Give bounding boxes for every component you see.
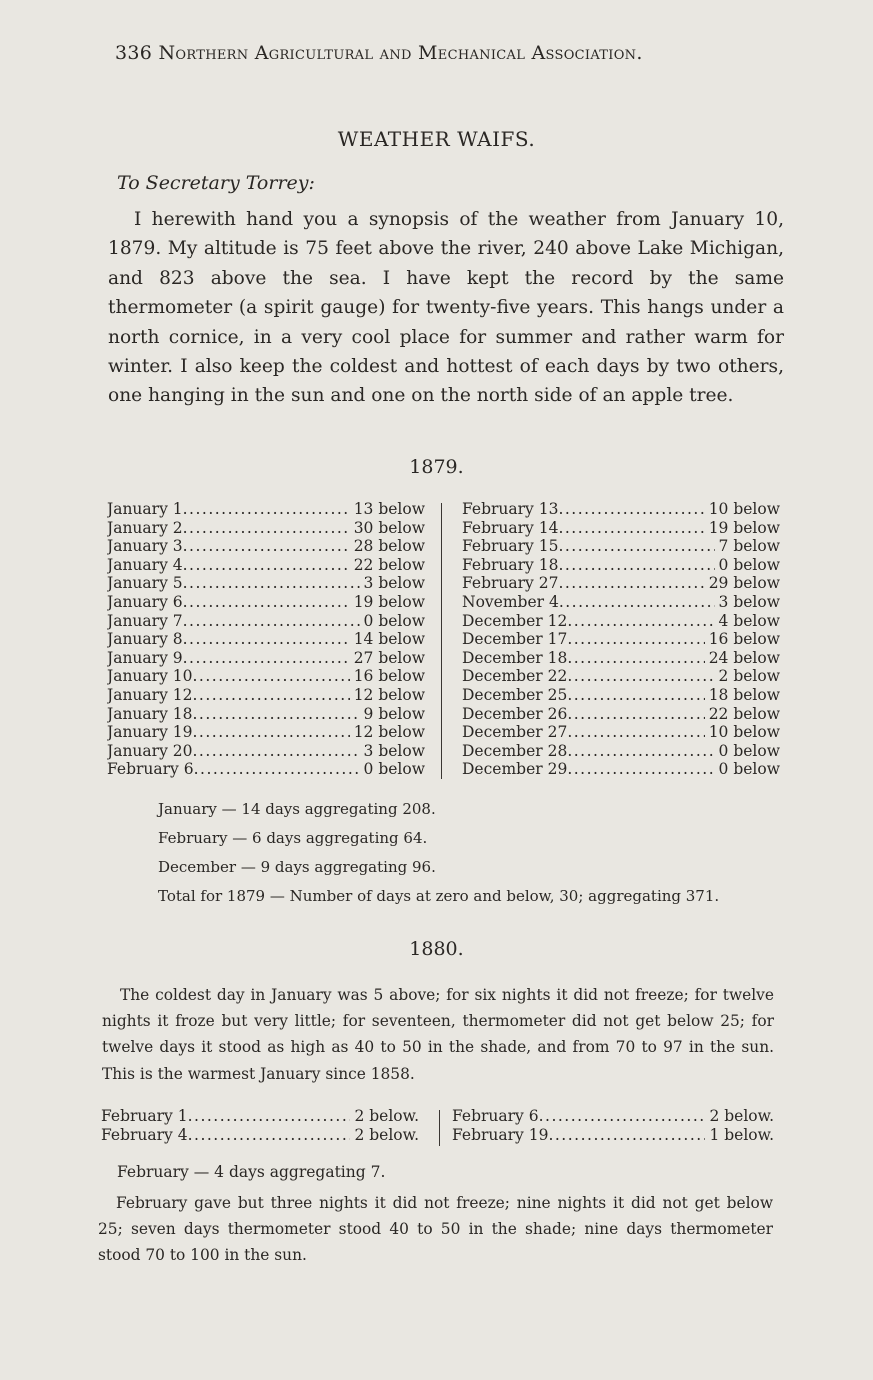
table-row: [462, 630, 780, 649]
leader-dots: [183, 612, 360, 631]
leader-dots: [183, 574, 360, 593]
leader-dots: [567, 760, 714, 779]
temperature-value: 4 below: [718, 611, 780, 630]
date-label: January 20: [107, 741, 193, 760]
temperature-value: 10 below: [708, 723, 780, 742]
table-row: [462, 742, 780, 761]
date-label: January 7: [107, 611, 183, 630]
temperature-value: 16 below: [708, 630, 780, 649]
date-label: December 29: [462, 760, 568, 779]
temperature-value: 29 below: [708, 574, 780, 593]
leader-dots: [558, 556, 714, 575]
date-label: January 8: [107, 630, 183, 649]
date-label: January 9: [107, 648, 183, 667]
leader-dots: [567, 705, 704, 724]
date-label: January 19: [107, 723, 193, 742]
table-1879-right: [462, 500, 780, 779]
letter-paragraph: I herewith hand you a synopsis of the weather from January 10, 1879. My altitude is 75 feet above the river, 240 above Lake Michigan, and 823 above the sea. I have kept the record by the same thermometer (a spirit gauge) for twenty-five years. This hangs under a north cornice, in a very cool place for summer and rather warm for winter. I also keep the coldest and hottest of each days by two others, one hanging in the sun and one on the north side of an apple tree.: [108, 209, 784, 407]
table-row: [107, 519, 425, 538]
date-label: January 5: [107, 574, 183, 593]
table-row: [462, 723, 780, 742]
date-label: February 6: [452, 1107, 539, 1125]
temperature-value: 0 below: [363, 760, 425, 779]
date-label: February 15: [462, 537, 559, 556]
leader-dots: [567, 723, 704, 742]
date-label: February 14: [462, 518, 559, 537]
temperature-value: 10 below: [708, 500, 780, 518]
table-row: [462, 519, 780, 538]
date-label: December 27: [462, 723, 568, 742]
table-row: [101, 1126, 419, 1145]
leader-dots: [567, 612, 714, 631]
date-label: December 25: [462, 685, 568, 704]
table-row: [107, 500, 425, 519]
table-row: [462, 649, 780, 668]
leader-dots: [192, 705, 359, 724]
leader-dots: [567, 667, 714, 686]
leader-dots: [567, 649, 704, 668]
table-row: [107, 667, 425, 686]
leader-dots: [192, 723, 349, 742]
date-label: January 3: [107, 537, 183, 556]
temperature-value: 19 below: [353, 592, 425, 611]
leader-dots: [183, 500, 350, 519]
date-label: December 28: [462, 741, 568, 760]
table-row: [107, 593, 425, 612]
leader-dots: [567, 686, 704, 705]
summary-1879: [158, 795, 798, 911]
date-label: February 18: [462, 555, 559, 574]
table-row: [462, 593, 780, 612]
paragraph-text: February gave but three nights it did not freeze; nine nights it did not get below 25; seven days thermometer stood 40 to 50 in the shade; nine days thermometer stood 70 to 100 in the sun.: [98, 1194, 773, 1265]
date-label: January 10: [107, 667, 193, 686]
summary-line: Total for 1879 — Number of days at zero and below, 30; aggregating 371.: [158, 887, 720, 905]
temperature-value: 19 below: [708, 518, 780, 537]
temperature-value: 7 below: [718, 537, 780, 556]
salutation: To Secretary Torrey:: [117, 172, 315, 194]
temperature-value: 0 below: [718, 760, 780, 779]
leader-dots: [558, 519, 704, 538]
date-label: January 6: [107, 592, 183, 611]
leader-dots: [192, 742, 359, 761]
date-label: December 26: [462, 704, 568, 723]
date-label: January 2: [107, 518, 183, 537]
temperature-value: 2 below.: [354, 1107, 419, 1125]
table-row: [462, 612, 780, 631]
leader-dots: [567, 630, 704, 649]
table-row: [462, 537, 780, 556]
table-row: [452, 1126, 774, 1145]
date-label: February 1: [101, 1107, 188, 1125]
date-label: January 12: [107, 685, 193, 704]
table-row: [462, 686, 780, 705]
temperature-value: 27 below: [353, 648, 425, 667]
table-row: [107, 705, 425, 724]
table-row: [462, 760, 780, 779]
date-label: November 4: [462, 592, 559, 611]
table-row: [107, 630, 425, 649]
date-label: December 18: [462, 648, 568, 667]
table-row: [452, 1107, 774, 1126]
temperature-value: 3 below: [718, 592, 780, 611]
table-row: [462, 556, 780, 575]
table-1879-left: [107, 500, 425, 779]
leader-dots: [192, 686, 349, 705]
temperature-value: 22 below: [708, 704, 780, 723]
temperature-value: 28 below: [353, 537, 425, 556]
date-label: February 13: [462, 500, 559, 518]
leader-dots: [539, 1107, 706, 1126]
date-label: January 18: [107, 704, 193, 723]
temperature-value: 2 below.: [354, 1125, 419, 1144]
summary-line: December — 9 days aggregating 96.: [158, 858, 436, 876]
date-label: February 19: [452, 1125, 549, 1144]
leader-dots: [183, 593, 350, 612]
leader-dots: [183, 537, 350, 556]
table-divider: [441, 503, 442, 779]
table-row: [107, 649, 425, 668]
table-1880-left: [101, 1107, 419, 1144]
leader-dots: [192, 667, 349, 686]
leader-dots: [183, 630, 350, 649]
temperature-value: 2 below.: [709, 1107, 774, 1125]
leader-dots: [188, 1126, 351, 1145]
article-title: WEATHER WAIFS.: [337, 127, 536, 151]
leader-dots: [558, 574, 704, 593]
summary-line: January — 14 days aggregating 208.: [158, 800, 436, 818]
temperature-value: 18 below: [708, 685, 780, 704]
paragraph-february: [98, 1190, 773, 1269]
leader-dots: [183, 519, 350, 538]
table-row: [462, 705, 780, 724]
temperature-value: 1 below.: [709, 1125, 774, 1144]
leader-dots: [183, 556, 350, 575]
temperature-value: 16 below: [353, 667, 425, 686]
leader-dots: [188, 1107, 351, 1126]
temperature-value: 13 below: [353, 500, 425, 518]
table-row: [462, 667, 780, 686]
temperature-value: 12 below: [353, 723, 425, 742]
temperature-value: 12 below: [353, 685, 425, 704]
paragraph-text: The coldest day in January was 5 above; for six nights it did not freeze; for twelve nights it froze but very little; for seventeen, thermometer did not get below 25; for twelve days it stood as high as 40 to 50 in the shade, and from 70 to 97 in the sun. This is the warmest January since 1858.: [102, 986, 774, 1083]
letter-body: [108, 205, 784, 411]
temperature-value: 0 below: [363, 611, 425, 630]
table-divider: [439, 1110, 440, 1146]
leader-dots: [559, 593, 715, 612]
temperature-value: 3 below: [363, 741, 425, 760]
table-row: [107, 537, 425, 556]
leader-dots: [194, 760, 360, 779]
table-row: [107, 556, 425, 575]
leader-dots: [558, 537, 714, 556]
paragraph-1880: [102, 982, 774, 1087]
table-row: [107, 574, 425, 593]
temperature-value: 30 below: [353, 518, 425, 537]
temperature-value: 2 below: [718, 667, 780, 686]
table-row: [107, 612, 425, 631]
temperature-value: 0 below: [718, 555, 780, 574]
leader-dots: [548, 1126, 705, 1145]
table-row: [107, 723, 425, 742]
table-row: [462, 500, 780, 519]
leader-dots: [567, 742, 714, 761]
leader-dots: [183, 649, 350, 668]
temperature-value: 9 below: [363, 704, 425, 723]
table-1880-right: [452, 1107, 774, 1144]
summary-1880: February — 4 days aggregating 7.: [117, 1163, 386, 1181]
date-label: February 27: [462, 574, 559, 593]
table-row: [101, 1107, 419, 1126]
temperature-value: 14 below: [353, 630, 425, 649]
date-label: January 1: [107, 500, 183, 518]
date-label: December 17: [462, 630, 568, 649]
leader-dots: [558, 500, 704, 519]
date-label: December 22: [462, 667, 568, 686]
date-label: February 6: [107, 760, 194, 779]
table-row: [107, 686, 425, 705]
summary-line: February — 6 days aggregating 64.: [158, 829, 428, 847]
page-header: 336 Northern Agricultural and Mechanical Association.: [115, 42, 643, 64]
date-label: December 12: [462, 611, 568, 630]
temperature-value: 0 below: [718, 741, 780, 760]
year-heading-1880: 1880.: [409, 938, 464, 960]
date-label: February 4: [101, 1125, 188, 1144]
temperature-value: 22 below: [353, 555, 425, 574]
table-row: [107, 760, 425, 779]
table-row: [462, 574, 780, 593]
date-label: January 4: [107, 555, 183, 574]
temperature-value: 3 below: [363, 574, 425, 593]
year-heading-1879: 1879.: [409, 456, 464, 478]
table-row: [107, 742, 425, 761]
temperature-value: 24 below: [708, 648, 780, 667]
